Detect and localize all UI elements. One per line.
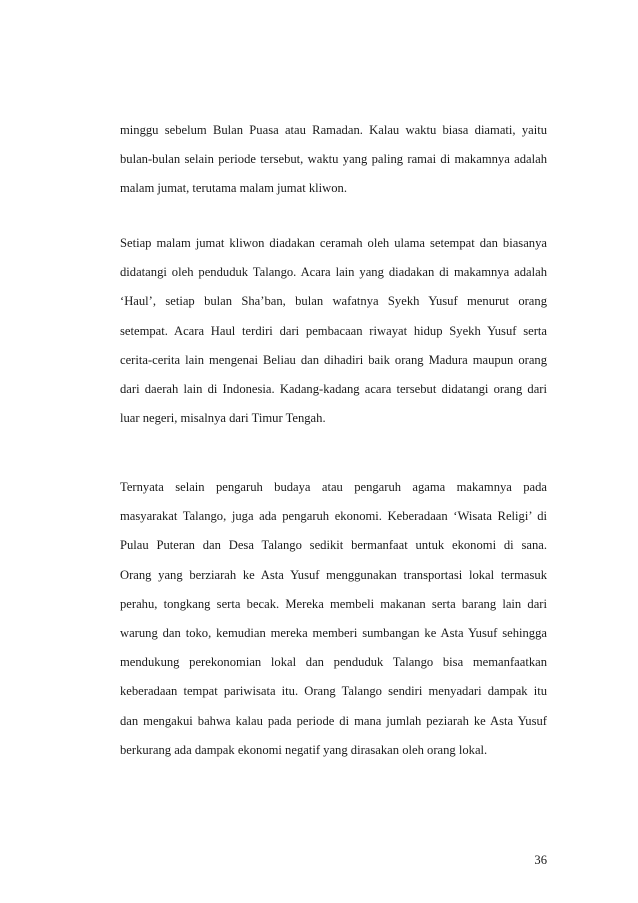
text-line: Setiap malam jumat kliwon diadakan ceramah oleh ulama setempat dan biasanya (120, 236, 547, 250)
text-line: warung dan toko, kemudian mereka memberi sumbangan ke Asta Yusuf sehingga (120, 625, 547, 640)
text-line: didatangi oleh penduduk Talango. Acara lain yang diadakan di makamnya adalah (120, 265, 547, 280)
paragraph-1 (120, 121, 547, 209)
text-line: keberadaan tempat pariwisata itu. Orang Talango sendiri menyadari dampak itu (120, 684, 547, 699)
text-line: mendukung perekonomian lokal dan penduduk Talango bisa memanfaatkan (120, 655, 547, 670)
text-line: Pulau Puteran dan Desa Talango sedikit bermanfaat untuk ekonomi di sana. (120, 538, 547, 553)
paragraph-3 (120, 478, 547, 770)
text-line: cerita-cerita lain mengenai Beliau dan dihadiri baik orang Madura maupun orang (120, 352, 547, 367)
text-line: berkurang ada dampak ekonomi negatif yang dirasakan oleh orang lokal. (120, 742, 488, 757)
text-line: masyarakat Talango, juga ada pengaruh ekonomi. Keberadaan ‘Wisata Religi’ di (120, 509, 547, 524)
paragraph-2 (120, 234, 547, 438)
text-line: malam jumat, terutama malam jumat kliwon. (120, 181, 347, 196)
text-line: luar negeri, misalnya dari Timur Tengah. (120, 411, 326, 426)
text-line: ‘Haul’, setiap bulan Sha’ban, bulan wafatnya Syekh Yusuf menurut orang (120, 294, 547, 309)
text-line: dan mengakui bahwa kalau pada periode di mana jumlah peziarah ke Asta Yusuf (120, 713, 547, 728)
text-line: perahu, tongkang serta becak. Mereka membeli makanan serta barang lain dari (120, 596, 547, 611)
text-line: Orang yang berziarah ke Asta Yusuf menggunakan transportasi lokal termasuk (120, 567, 547, 582)
page-number: 36 (534, 853, 547, 867)
text-line: Ternyata selain pengaruh budaya atau pengaruh agama makamnya pada (120, 480, 547, 494)
text-line: minggu sebelum Bulan Puasa atau Ramadan. Kalau waktu biasa diamati, yaitu (120, 123, 547, 137)
text-line: setempat. Acara Haul terdiri dari pembacaan riwayat hidup Syekh Yusuf serta (120, 323, 547, 338)
text-line: bulan-bulan selain periode tersebut, waktu yang paling ramai di makamnya adalah (120, 152, 547, 167)
text-line: dari daerah lain di Indonesia. Kadang-kadang acara tersebut didatangi orang dari (120, 381, 547, 396)
